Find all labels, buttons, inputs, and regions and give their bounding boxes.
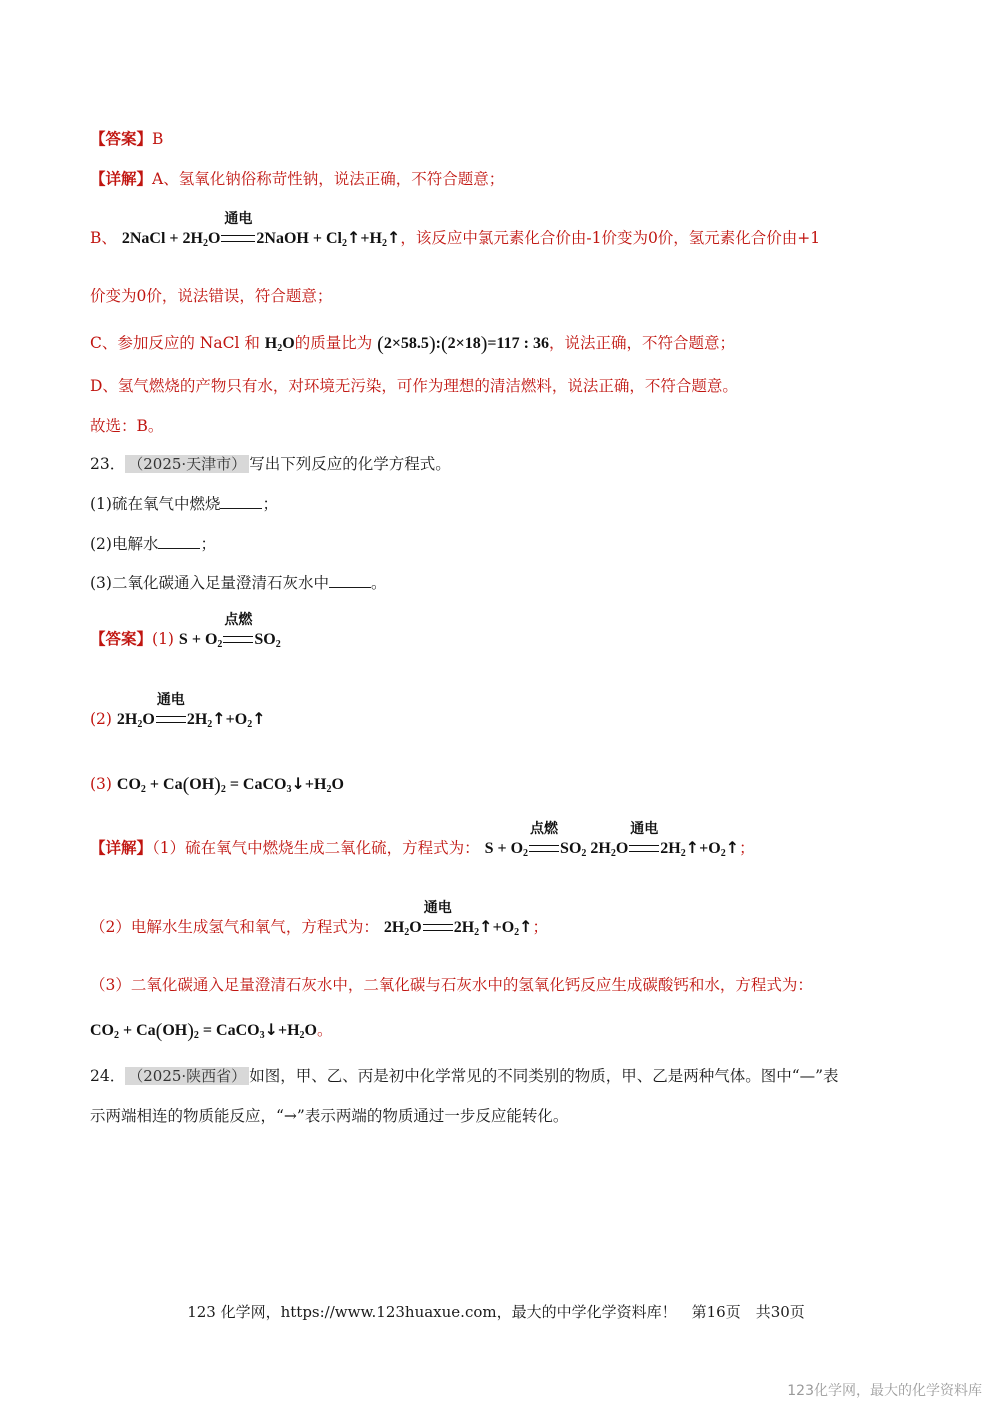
choose-line xyxy=(90,417,163,436)
punctuation: ； xyxy=(532,918,549,936)
answer-blank xyxy=(158,536,200,549)
answer-number: (3) xyxy=(90,775,112,793)
choose-text: 故选：B。 xyxy=(90,417,164,435)
detail-a-text: A、氢氧化钠俗称苛性钠，说法正确，不符合题意； xyxy=(152,170,505,188)
page-footer: 123 化学网，https://www.123huaxue.com，最大的中学化学资料库！ 第16页 共30页 xyxy=(187,1303,805,1321)
detail-c-prefix: C、参加反应的 NaCl 和 xyxy=(90,334,260,352)
condition-ignite: 点燃 xyxy=(223,630,253,649)
answer-line xyxy=(90,130,163,149)
detail2-line-2 xyxy=(90,900,549,939)
answer2-line-1 xyxy=(90,612,281,651)
question-number: 24． xyxy=(90,1067,126,1085)
item-text: (3)二氧化碳通入足量澄清石灰水中 xyxy=(90,574,329,592)
question-24 xyxy=(90,1067,839,1086)
mass-ratio-expression: (2×58.5):(2×18)=117 : 36 xyxy=(377,333,549,355)
detail-label: 【详解】 xyxy=(90,838,153,857)
answer2-line-3 xyxy=(90,773,344,797)
question-stem-cont: 示两端相连的物质能反应，“→”表示两端的物质通过一步反应能转化。 xyxy=(90,1107,569,1125)
answer-number: (1) xyxy=(152,630,174,648)
equation-co2-limewater: $CO_2 + Ca(OH)_2$ = $CaCO_3↓+H_2O$ xyxy=(116,774,344,796)
item-text: (1)硫在氧气中燃烧 xyxy=(90,495,221,513)
detail-line-a xyxy=(90,170,504,189)
condition-electrolysis: 通电 xyxy=(629,839,659,858)
detail-line-d xyxy=(90,377,738,396)
answer-blank xyxy=(220,496,262,509)
answer-value: B xyxy=(152,130,164,148)
detail-b-suffix: ，该反应中氯元素化合价由-1价变为0价，氢元素化合价由+1 xyxy=(400,229,821,247)
detail-line-b-cont xyxy=(90,287,332,306)
condition-electrolysis: 通电 xyxy=(423,918,453,937)
equation-nacl-electrolysis: 2NaCl + $2H_2O$ 通电 2NaOH + $Cl_2↑+H_2↑$ xyxy=(121,211,401,249)
detail2-line-1 xyxy=(90,821,755,860)
question-stem: 如图，甲、乙、丙是初中化学常见的不同类别的物质，甲、乙是两种气体。图中“—”表 xyxy=(249,1067,839,1085)
detail-d-text: D、氢气燃烧的产物只有水，对环境无污染，可作为理想的清洁燃料，说法正确，不符合题意。 xyxy=(90,377,738,395)
condition-ignite: 点燃 xyxy=(529,839,559,858)
q23-item-3 xyxy=(90,574,386,593)
punctuation: ； xyxy=(739,839,755,857)
question-stem: 写出下列反应的化学方程式。 xyxy=(249,455,451,473)
answer-label: 【答案】 xyxy=(90,629,153,648)
detail-text: （1）硫在氧气中燃烧生成二氧化硫，方程式为： xyxy=(152,839,480,857)
equation-sulfur-burning: $S + O_2$ 点燃 $SO_2$ $2H_2O$ 通电 $2H_2↑+O_2↑$ xyxy=(484,821,740,859)
formula-h2o: $H_2O$ xyxy=(264,335,295,354)
detail-c-mid: 的质量比为 xyxy=(294,334,373,352)
detail-line-c xyxy=(90,332,735,356)
detail-text: （3）二氧化碳通入足量澄清石灰水中，二氧化碳与石灰水中的氢氧化钙反应生成碳酸钙和水，方程式为： xyxy=(90,976,813,994)
answer2-line-2 xyxy=(90,692,266,731)
source-tag: （2025·陕西省） xyxy=(125,1067,249,1085)
condition-electrolysis: 通电 xyxy=(156,710,186,729)
question-number: 23． xyxy=(90,455,126,473)
detail-c-suffix: ，说法正确，不符合题意； xyxy=(548,334,735,352)
equation-co2-limewater: $CO_2 + Ca(OH)_2$ = $CaCO_3↓+H_2O$ xyxy=(90,1020,317,1042)
item-end: ； xyxy=(262,495,278,513)
q23-item-2 xyxy=(90,535,216,554)
answer-label: 【答案】 xyxy=(90,129,153,148)
item-end: 。 xyxy=(370,574,387,592)
item-text: (2)电解水 xyxy=(90,535,159,553)
answer-number: (2) xyxy=(90,710,112,728)
equation-sulfur-burning: $S + O_2$ 点燃 $SO_2$ xyxy=(178,612,281,650)
item-end: ； xyxy=(200,535,216,553)
q23-item-1 xyxy=(90,495,278,514)
detail-label: 【详解】 xyxy=(90,169,153,188)
source-tag: （2025·天津市） xyxy=(125,455,249,473)
detail-b-prefix: B、 xyxy=(90,229,117,247)
equation-water-electrolysis: $2H_2O$ 通电 $2H_2↑+O_2↑$ xyxy=(383,900,533,938)
watermark: 123化学网，最大的化学资料库 xyxy=(787,1383,982,1399)
question-24-cont xyxy=(90,1107,568,1126)
punctuation: 。 xyxy=(317,1021,333,1039)
detail-line-b xyxy=(90,211,821,250)
answer-blank xyxy=(329,575,371,588)
detail2-line-4 xyxy=(90,1019,333,1043)
detail2-line-3 xyxy=(90,976,813,995)
condition-electrolysis: 通电 xyxy=(221,229,255,248)
equation-water-electrolysis: $2H_2O$ 通电 $2H_2↑+O_2↑$ xyxy=(116,692,266,730)
detail-text: （2）电解水生成氢气和氧气，方程式为： xyxy=(90,918,379,936)
detail-b-cont: 价变为0价，说法错误，符合题意； xyxy=(90,287,333,305)
question-23 xyxy=(90,455,451,474)
